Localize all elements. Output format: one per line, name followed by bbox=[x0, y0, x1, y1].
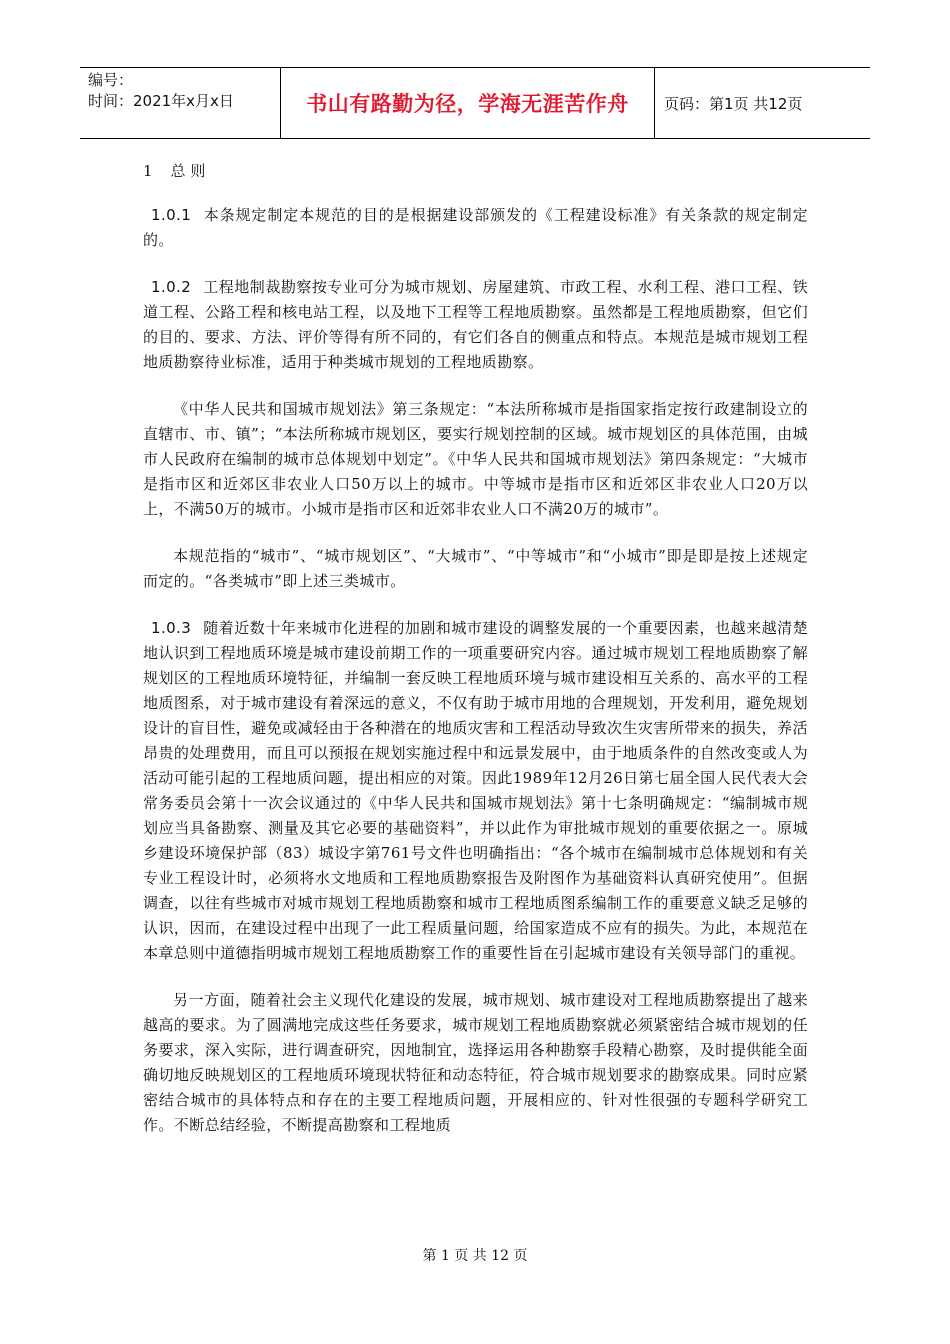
clause-number: 1.0.3 bbox=[151, 619, 192, 637]
paragraph-1-0-3 bbox=[143, 616, 808, 966]
motto-text: 书山有路勤为径，学海无涯苦作舟 bbox=[306, 92, 629, 116]
paragraph-text: 《中华人民共和国城市规划法》第三条规定：“本法所称城市是指国家指定按行政建制设立的直辖市、市、镇”；“本法所称城市规划区，要实行规划控制的区域。城市规划区的具体范围，由城市人民政府在编制的城市总体规划中划定”。《中华人民共和国城市规划法》第四条规定：“大城市是指市区和近郊区非农业人口50万以上的城市。中等城市是指市区和近郊区非农业人口20万以上，不满50万的城市。小城市是指市区和近郊非农业人口不满20万的城市”。 bbox=[143, 400, 808, 518]
paragraph-city-definition bbox=[143, 397, 808, 522]
date-label: 时间：2021年x月x日 bbox=[88, 92, 234, 110]
page-footer bbox=[0, 1245, 950, 1265]
paragraph-text: 另一方面，随着社会主义现代化建设的发展，城市规划、城市建设对工程地质勘察提出了越来越高的要求。为了圆满地完成这些任务要求，城市规划工程地质勘察就必须紧密结合城市规划的任务要求，深入实际，进行调查研究，因地制宜，选择运用各种勘察手段精心勘察，及时提供能全面确切地反映规划区的工程地质环境现状特征和动态特征，符合城市规划要求的勘察成果。同时应紧密结合城市的具体特点和存在的主要工程地质问题，开展相应的、针对性很强的专题科学研究工作。不断总结经验，不断提高勘察和工程地质 bbox=[143, 991, 808, 1134]
paragraph-city-terms bbox=[143, 544, 808, 594]
paragraph-text: 本条规定制定本规范的目的是根据建设部颁发的《工程建设标准》有关条款的规定制定的。 bbox=[143, 206, 808, 249]
section-number: 1 bbox=[143, 162, 153, 180]
document-body bbox=[143, 160, 808, 1160]
code-label: 编号： bbox=[88, 71, 134, 89]
page-header bbox=[80, 67, 870, 139]
paragraph-text: 本规范指的“城市”、“城市规划区”、“大城市”、“中等城市”和“小城市”即是即是按上述规定而定的。“各类城市”即上述三类城市。 bbox=[143, 547, 808, 590]
clause-number: 1.0.1 bbox=[151, 206, 192, 224]
header-page-info bbox=[655, 68, 870, 138]
paragraph-requirements bbox=[143, 988, 808, 1138]
page-info-text: 页码：第1页 共12页 bbox=[664, 94, 803, 113]
paragraph-text: 工程地制裁勘察按专业可分为城市规划、房屋建筑、市政工程、水利工程、港口工程、铁道工程、公路工程和核电站工程，以及地下工程等工程地质勘察。虽然都是工程地质勘察，但它们的目的、要求、方法、评价等得有所不同的，有它们各自的侧重点和特点。本规范是城市规划工程地质勘察待业标准，适用于种类城市规划的工程地质勘察。 bbox=[143, 278, 808, 371]
header-motto-cell bbox=[281, 68, 655, 138]
footer-page-number: 第 1 页 共 12 页 bbox=[422, 1248, 528, 1264]
clause-number: 1.0.2 bbox=[151, 278, 192, 296]
paragraph-1-0-1 bbox=[143, 203, 808, 253]
paragraph-1-0-2 bbox=[143, 275, 808, 375]
header-meta bbox=[80, 68, 281, 138]
section-heading bbox=[143, 160, 808, 181]
paragraph-text: 随着近数十年来城市化进程的加剧和城市建设的调整发展的一个重要因素，也越来越清楚地认识到工程地质环境是城市建设前期工作的一项重要研究内容。通过城市规划工程地质勘察了解规划区的工程地质环境特征，并编制一套反映工程地质环境与城市建设相互关系的、高水平的工程地质图系，对于城市建设有着深远的意义，不仅有助于城市用地的合理规划，开发利用，避免规划设计的盲目性，避免或减轻由于各种潜在的地质灾害和工程活动导致次生灾害所带来的损失，养活昂贵的处理费用，而且可以预报在规划实施过程中和远景发展中，由于地质条件的自然改变或人为活动可能引起的工程地质问题，提出相应的对策。因此1989年12月26日第七届全国人民代表大会常务委员会第十一次会议通过的《中华人民共和国城市规划法》第十七条明确规定：“编制城市规划应当具备勘察、测量及其它必要的基础资料”，并以此作为审批城市规划的重要依据之一。原城乡建设环境保护部（83）城设字第761号文件也明确指出：“各个城市在编制城市总体规划和有关专业工程设计时，必须将水文地质和工程地质勘察报告及附图作为基础资料认真研究使用”。但据调查，以往有些城市对城市规划工程地质勘察和城市工程地质图系编制工作的重要意义缺乏足够的认识，因而，在建设过程中出现了一此工程质量问题，给国家造成不应有的损失。为此，本规范在本章总则中道德指明城市规划工程地质勘察工作的重要性旨在引起城市建设有关领导部门的重视。 bbox=[143, 619, 808, 962]
section-title: 总 则 bbox=[170, 162, 206, 180]
